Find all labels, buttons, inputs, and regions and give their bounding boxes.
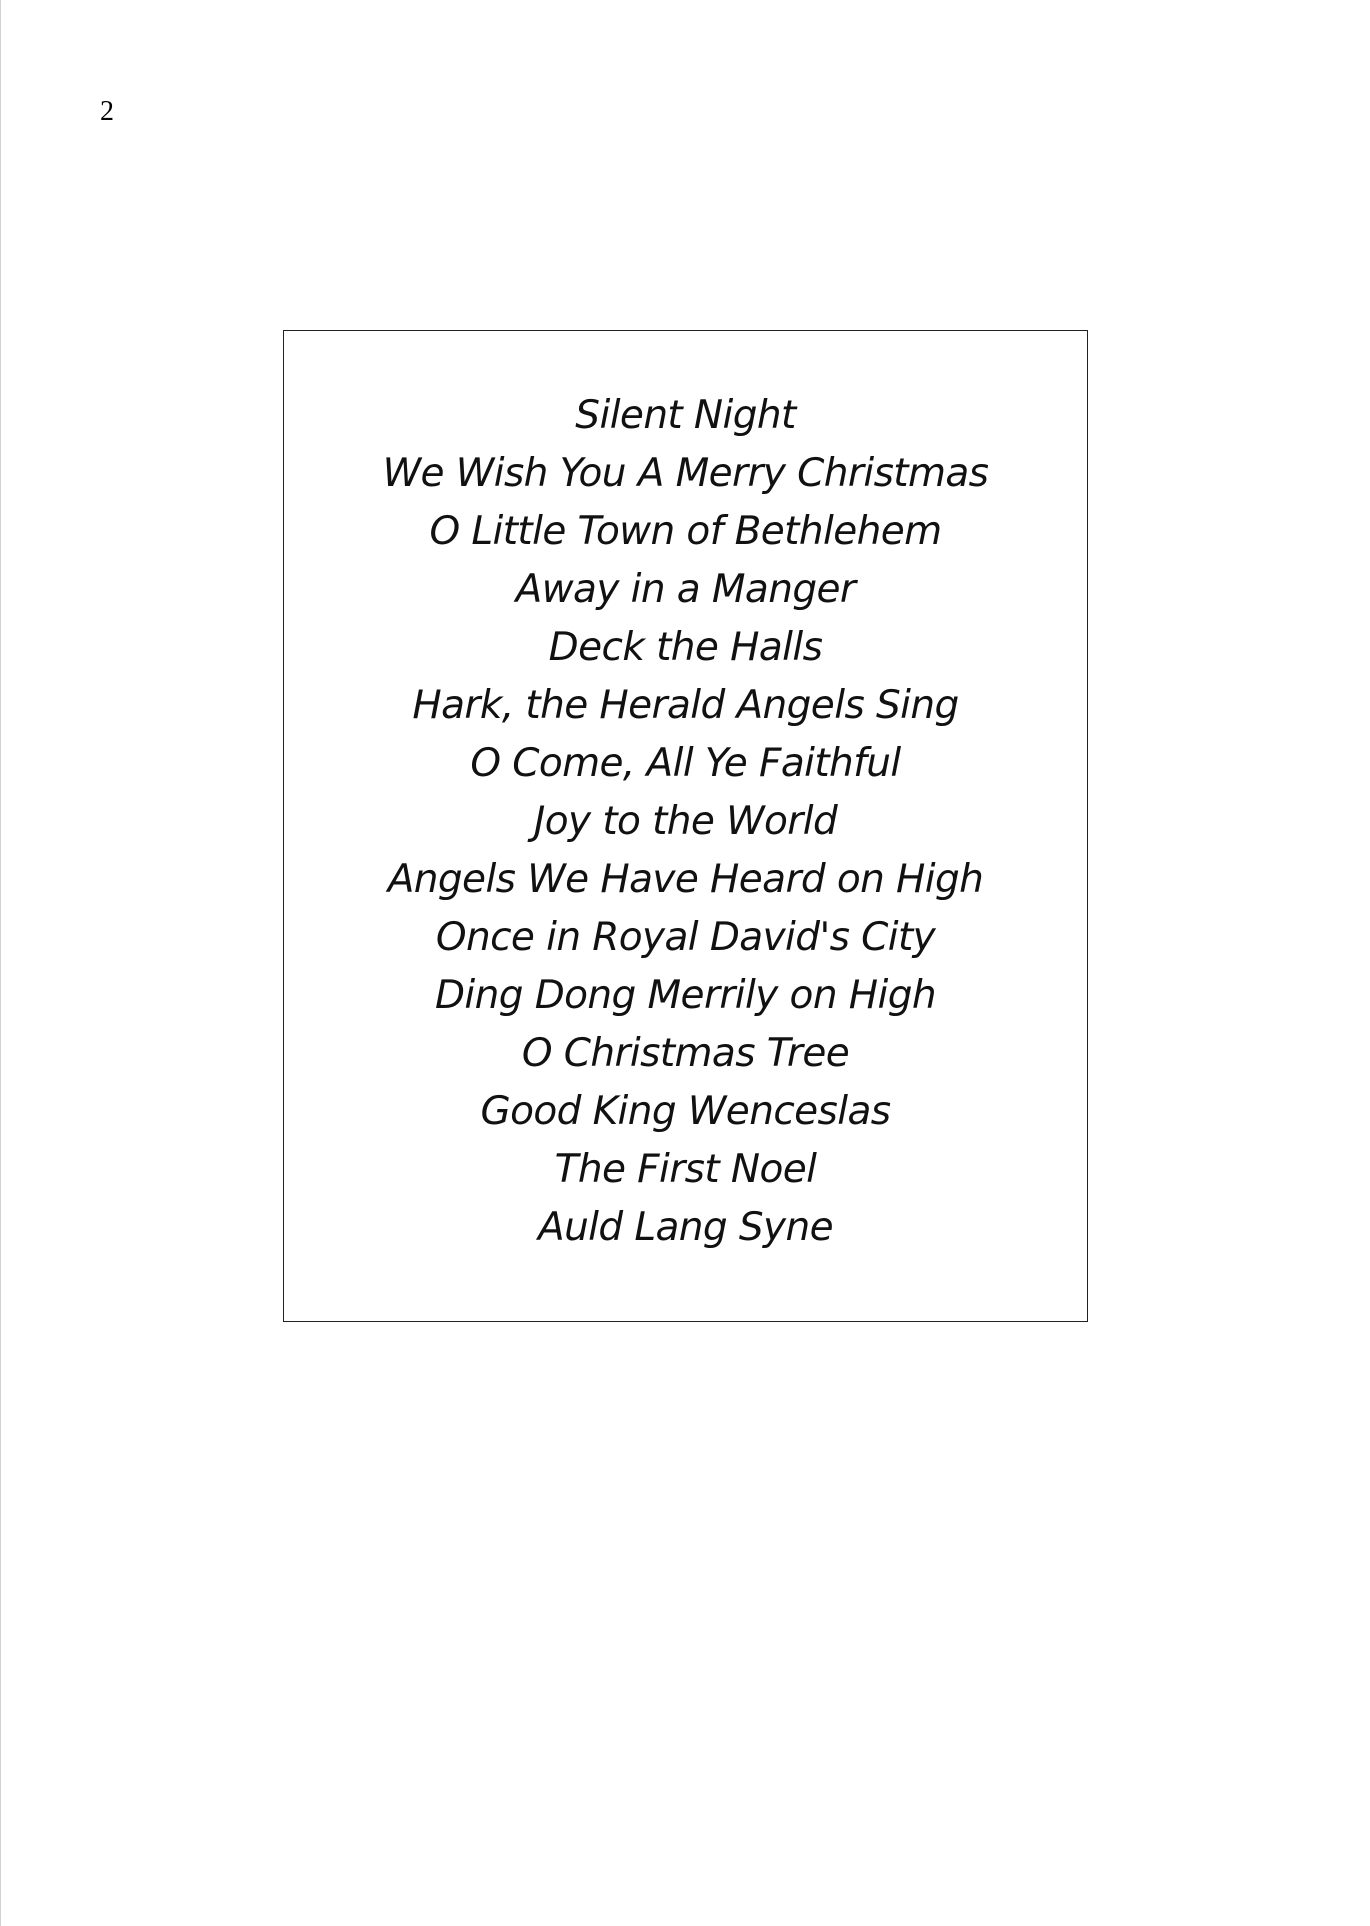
song-title: O Little Town of Bethlehem xyxy=(429,509,942,554)
song-title: Joy to the World xyxy=(533,799,838,844)
song-title: Once in Royal David's City xyxy=(435,915,936,960)
song-title: We Wish You A Merry Christmas xyxy=(382,451,989,496)
song-title: Silent Night xyxy=(575,393,796,438)
song-title: Auld Lang Syne xyxy=(537,1205,834,1250)
song-title: Ding Dong Merrily on High xyxy=(435,973,936,1018)
song-title: O Come, All Ye Faithful xyxy=(470,741,901,786)
song-list xyxy=(284,387,1087,1257)
song-title: The First Noel xyxy=(554,1147,817,1192)
page-number: 2 xyxy=(100,96,114,127)
song-list-box xyxy=(283,330,1088,1322)
song-title: Away in a Manger xyxy=(515,567,856,612)
song-title: Angels We Have Heard on High xyxy=(387,857,984,902)
song-title: Deck the Halls xyxy=(548,625,823,670)
song-title: Hark, the Herald Angels Sing xyxy=(412,683,959,728)
song-title: Good King Wenceslas xyxy=(480,1089,891,1134)
song-title: O Christmas Tree xyxy=(521,1031,850,1076)
